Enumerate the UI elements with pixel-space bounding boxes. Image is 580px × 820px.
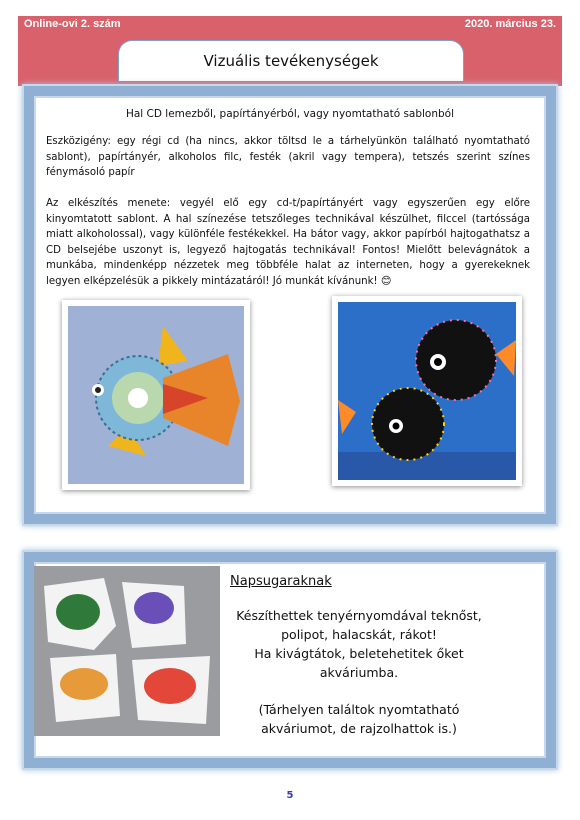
cd-fish-section <box>24 86 556 524</box>
paper-plate-fish-photo <box>332 296 522 486</box>
page-number: 5 <box>286 790 294 801</box>
issue-label: Online-ovi 2. szám <box>24 18 121 30</box>
materials-paragraph: Eszközigény: egy régi cd (ha nincs, akkor töltsd le a tárhelyünkön található nyomtatható sablont), papírtányér, alkoholos filc, festék (akril vagy tempera), tetszés szerint színes fénymásoló papír <box>46 136 530 178</box>
issue-date: 2020. március 23. <box>464 18 556 30</box>
page-title: Vizuális tevékenységek <box>118 40 464 81</box>
text-line-2: Ha kivágtátok, beletehetitek őket akváriumba. <box>254 646 464 680</box>
handprint-text <box>224 606 494 738</box>
cd-fish-image <box>68 306 244 484</box>
handprint-animals-image <box>34 566 220 736</box>
text-line-3: (Tárhelyen találtok nyomtatható akváriumot, de rajzolhattok is.) <box>258 702 460 736</box>
text-line-1: Készíthettek tenyérnyomdával teknőst, polipot, halacskát, rákot! <box>236 608 482 642</box>
handprint-section <box>24 552 556 768</box>
steps-paragraph: Az elkészítés menete: vegyél elő egy cd-t/papírtányért vagy egyszerűen egy előre kinyomtatott sablont. A hal színezése tetszőleges technikával készülhet, filccel (tartóssága miatt alkoholossal), vagy különféle festékekkel. Ha bátor vagy, akkor papírból hajtogathatsz a CD belsejébe uszonyt is, legyező hajtogatás technikával! Fontos! Mielőtt belevágnátok a munkába, mindenképp nézzetek meg többféle halat az interneten, hogy a gyerekeknek legyen elképzelésük a pikkely mintázatáról! Jó munkát kívánunk! 😊 <box>46 198 530 287</box>
section-subtitle: Hal CD lemezből, papírtányérból, vagy nyomtatható sablonból <box>125 108 455 120</box>
cd-fish-photo <box>62 300 250 490</box>
plate-fish-image <box>338 302 516 480</box>
handprint-photo <box>34 566 220 736</box>
section-title: Napsugaraknak <box>230 574 332 589</box>
